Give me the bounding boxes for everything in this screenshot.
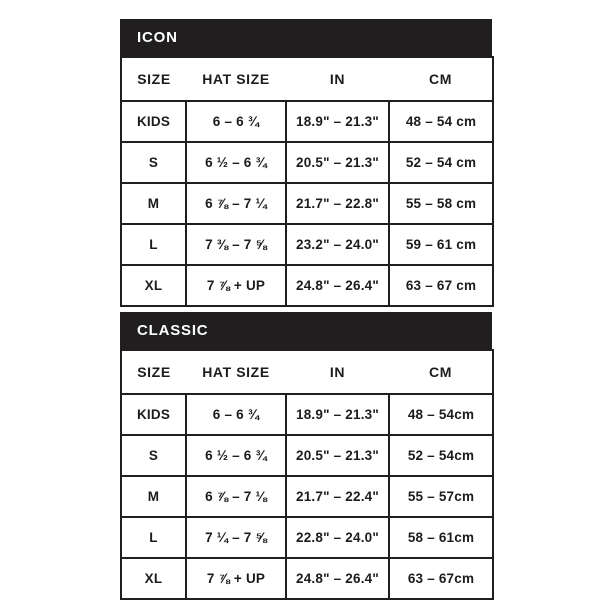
hat-size-cell: 6 – 6 ¾: [186, 394, 286, 435]
cm-cell: 52 – 54cm: [389, 435, 493, 476]
inches-cell: 22.8" – 24.0": [286, 517, 389, 558]
hat-size-cell: 7 ⅜ – 7 ⅝: [186, 224, 286, 265]
cm-cell: 63 – 67 cm: [389, 265, 493, 306]
table-row-kids: [121, 101, 493, 142]
table-row-kids: [121, 394, 493, 435]
hat-size-cell: 6 – 6 ¾: [186, 101, 286, 142]
hat-size-cell: 6 ⅞ – 7 ¼: [186, 183, 286, 224]
hat-size-cell: 6 ½ – 6 ¾: [186, 142, 286, 183]
inches-cell: 21.7" – 22.4": [286, 476, 389, 517]
cm-cell: 59 – 61 cm: [389, 224, 493, 265]
hat-size-cell: 7 ⅞ + UP: [186, 558, 286, 599]
classic-chart-title: CLASSIC: [137, 322, 209, 339]
inches-cell: 21.7" – 22.8": [286, 183, 389, 224]
cm-cell: 52 – 54 cm: [389, 142, 493, 183]
icon-size-table: [120, 56, 494, 307]
cm-cell: 48 – 54 cm: [389, 101, 493, 142]
table-row-l: [121, 517, 493, 558]
icon-chart-title: ICON: [137, 29, 178, 46]
size-cell: S: [121, 142, 186, 183]
cm-cell: 58 – 61cm: [389, 517, 493, 558]
table-row-xl: [121, 265, 493, 306]
hat-size-cell: 6 ½ – 6 ¾: [186, 435, 286, 476]
inches-cell: 18.9" – 21.3": [286, 101, 389, 142]
classic-size-chart: [120, 312, 492, 600]
icon-title-bar: [120, 19, 492, 56]
column-header-size: SIZE: [121, 57, 186, 101]
size-cell: L: [121, 517, 186, 558]
cm-cell: 48 – 54cm: [389, 394, 493, 435]
size-cell: KIDS: [121, 101, 186, 142]
inches-cell: 24.8" – 26.4": [286, 558, 389, 599]
icon-size-chart: [120, 19, 492, 307]
cm-cell: 63 – 67cm: [389, 558, 493, 599]
inches-cell: 20.5" – 21.3": [286, 142, 389, 183]
classic-size-table: [120, 349, 494, 600]
hat-size-cell: 7 ¼ – 7 ⅝: [186, 517, 286, 558]
classic-title-bar: [120, 312, 492, 349]
column-header-cm: CM: [389, 57, 493, 101]
table-row-s: [121, 435, 493, 476]
cm-cell: 55 – 57cm: [389, 476, 493, 517]
size-cell: XL: [121, 558, 186, 599]
table-row-xl: [121, 558, 493, 599]
inches-cell: 23.2" – 24.0": [286, 224, 389, 265]
column-header-size: SIZE: [121, 350, 186, 394]
inches-cell: 20.5" – 21.3": [286, 435, 389, 476]
size-cell: XL: [121, 265, 186, 306]
column-header-in: IN: [286, 350, 389, 394]
hat-size-cell: 6 ⅞ – 7 ⅛: [186, 476, 286, 517]
table-row-m: [121, 476, 493, 517]
inches-cell: 18.9" – 21.3": [286, 394, 389, 435]
size-cell: M: [121, 476, 186, 517]
size-cell: KIDS: [121, 394, 186, 435]
cm-cell: 55 – 58 cm: [389, 183, 493, 224]
inches-cell: 24.8" – 26.4": [286, 265, 389, 306]
column-header-cm: CM: [389, 350, 493, 394]
table-row-m: [121, 183, 493, 224]
column-header-hat-size: HAT SIZE: [186, 350, 286, 394]
column-header-hat-size: HAT SIZE: [186, 57, 286, 101]
header-row: [121, 57, 493, 101]
column-header-in: IN: [286, 57, 389, 101]
table-row-s: [121, 142, 493, 183]
hat-size-cell: 7 ⅞ + UP: [186, 265, 286, 306]
size-cell: L: [121, 224, 186, 265]
header-row: [121, 350, 493, 394]
table-row-l: [121, 224, 493, 265]
size-cell: S: [121, 435, 186, 476]
size-cell: M: [121, 183, 186, 224]
